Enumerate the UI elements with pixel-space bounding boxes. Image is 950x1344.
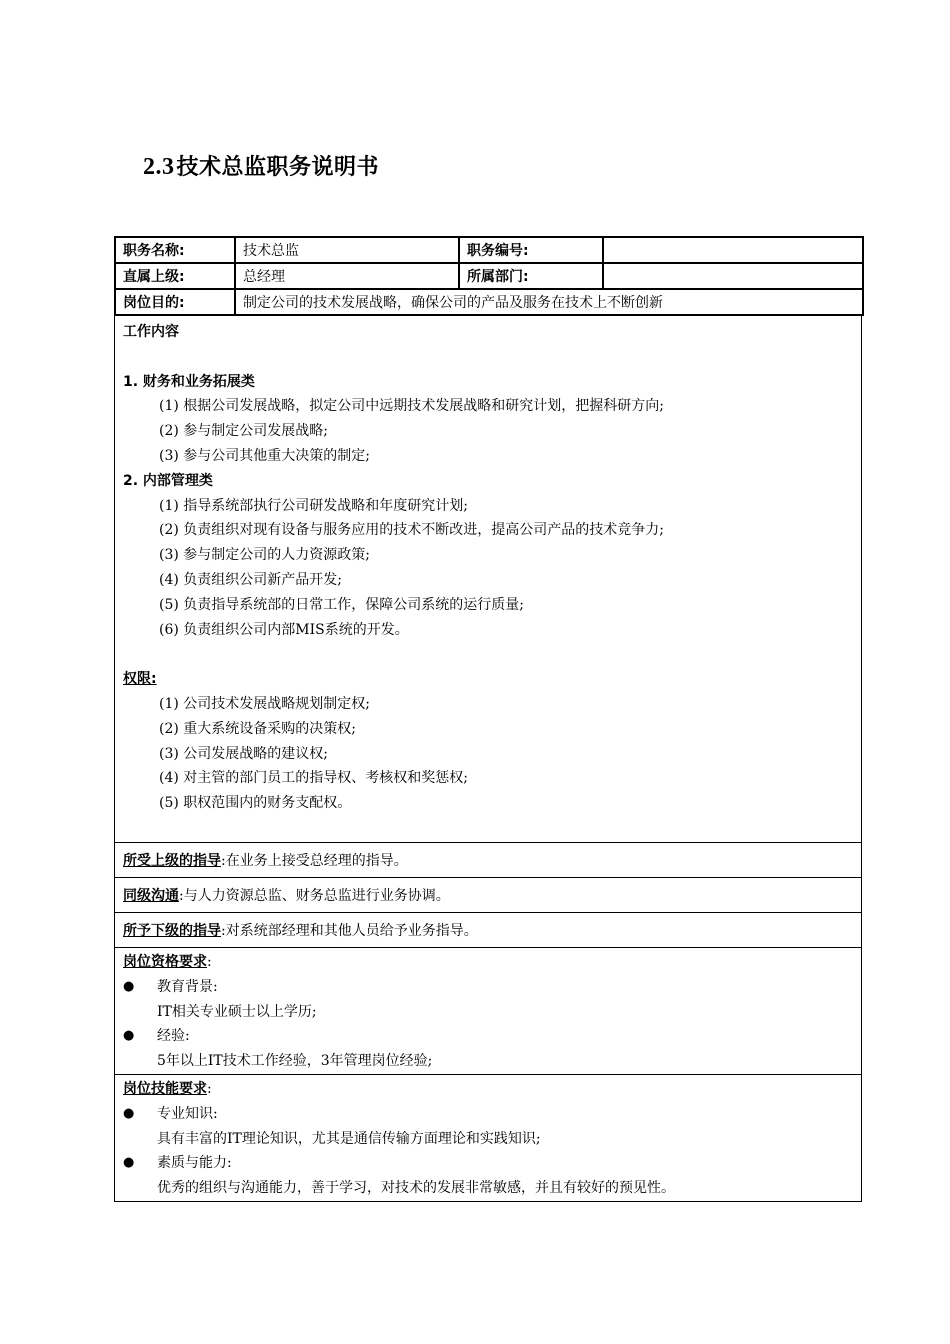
list-item: (1) 指导系统部执行公司研发战略和年度研究计划; (159, 497, 468, 514)
peer-communication-text: :与人力资源总监、财务总监进行业务协调。 (179, 888, 450, 904)
list-item: (1) 公司技术发展战略规划制定权; (159, 695, 370, 712)
list-item: (5) 负责指导系统部的日常工作，保障公司系统的运行质量; (159, 596, 524, 613)
subordinate-guidance-text: :对系统部经理和其他人员给予业务指导。 (221, 923, 478, 939)
list-item: (1) 根据公司发展战略，拟定公司中远期技术发展战略和研究计划，把握科研方向; (159, 398, 664, 415)
list-item: (3) 参与公司其他重大决策的制定; (159, 447, 370, 464)
knowledge-text: 具有丰富的IT理论知识，尤其是通信传输方面理论和实践知识; (157, 1130, 541, 1147)
dept-label: 所属部门: (459, 263, 603, 289)
ability-text: 优秀的组织与沟通能力，善于学习，对技术的发展非常敏感，并且有较好的预见性。 (157, 1180, 675, 1197)
purpose-value: 制定公司的技术发展战略，确保公司的产品及服务在技术上不断创新 (235, 289, 863, 315)
table-row (115, 289, 863, 315)
list-item: (6) 负责组织公司内部MIS系统的开发。 (159, 621, 409, 638)
section-finance-title: 1. 财务和业务拓展类 (123, 373, 255, 390)
skills-section (114, 1075, 862, 1202)
qualification-colon: : (207, 954, 212, 970)
work-content-section (114, 316, 862, 843)
superior-guidance-label: 所受上级的指导 (123, 853, 221, 869)
job-info-table (114, 236, 864, 316)
list-item: (5) 职权范围内的财务支配权。 (159, 795, 352, 812)
bullet-icon: ● (123, 1105, 135, 1121)
skills-title: 岗位技能要求 (123, 1081, 207, 1097)
list-item: (3) 参与制定公司的人力资源政策; (159, 547, 370, 564)
superior-guidance-text: :在业务上接受总经理的指导。 (221, 853, 408, 869)
qualification-section (114, 948, 862, 1075)
job-name-value: 技术总监 (235, 237, 459, 263)
list-item: (3) 公司发展战略的建议权; (159, 745, 328, 762)
job-no-value (603, 237, 863, 263)
list-item: (4) 对主管的部门员工的指导权、考核权和奖惩权; (159, 770, 468, 787)
table-row (115, 237, 863, 263)
authority-title: 权限: (123, 671, 157, 688)
section-number: 2.3 (143, 154, 175, 180)
list-item: (2) 重大系统设备采购的决策权; (159, 720, 356, 737)
peer-communication-row (114, 878, 862, 913)
superior-label: 直属上级: (115, 263, 235, 289)
bullet-icon: ● (123, 978, 135, 994)
superior-guidance-row (114, 843, 862, 878)
list-item: (2) 参与制定公司发展战略; (159, 423, 328, 440)
qualification-title: 岗位资格要求 (123, 954, 207, 970)
purpose-label: 岗位目的: (115, 289, 235, 315)
peer-communication-label: 同级沟通 (123, 888, 179, 904)
bullet-icon: ● (123, 1028, 135, 1044)
education-text: IT相关专业硕士以上学历; (157, 1003, 317, 1020)
list-item: (2) 负责组织对现有设备与服务应用的技术不断改进，提高公司产品的技术竞争力; (159, 522, 664, 539)
knowledge-label: 专业知识: (157, 1105, 218, 1122)
subordinate-guidance-row (114, 913, 862, 948)
job-description-form (114, 236, 862, 1202)
dept-value (603, 263, 863, 289)
subordinate-guidance-label: 所予下级的指导 (123, 923, 221, 939)
education-label: 教育背景: (157, 978, 218, 995)
section-internal-title: 2. 内部管理类 (123, 472, 213, 489)
bullet-icon: ● (123, 1155, 135, 1171)
title-text: 技术总监职务说明书 (176, 155, 380, 180)
job-name-label: 职务名称: (115, 237, 235, 263)
list-item: (4) 负责组织公司新产品开发; (159, 571, 342, 588)
skills-colon: : (207, 1081, 212, 1097)
table-row (115, 263, 863, 289)
superior-value: 总经理 (235, 263, 459, 289)
experience-text: 5年以上IT技术工作经验，3年管理岗位经验; (157, 1053, 433, 1070)
page-title (143, 150, 379, 181)
ability-label: 素质与能力: (157, 1155, 232, 1172)
job-no-label: 职务编号: (459, 237, 603, 263)
work-heading: 工作内容 (123, 324, 179, 340)
experience-label: 经验: (157, 1028, 190, 1045)
